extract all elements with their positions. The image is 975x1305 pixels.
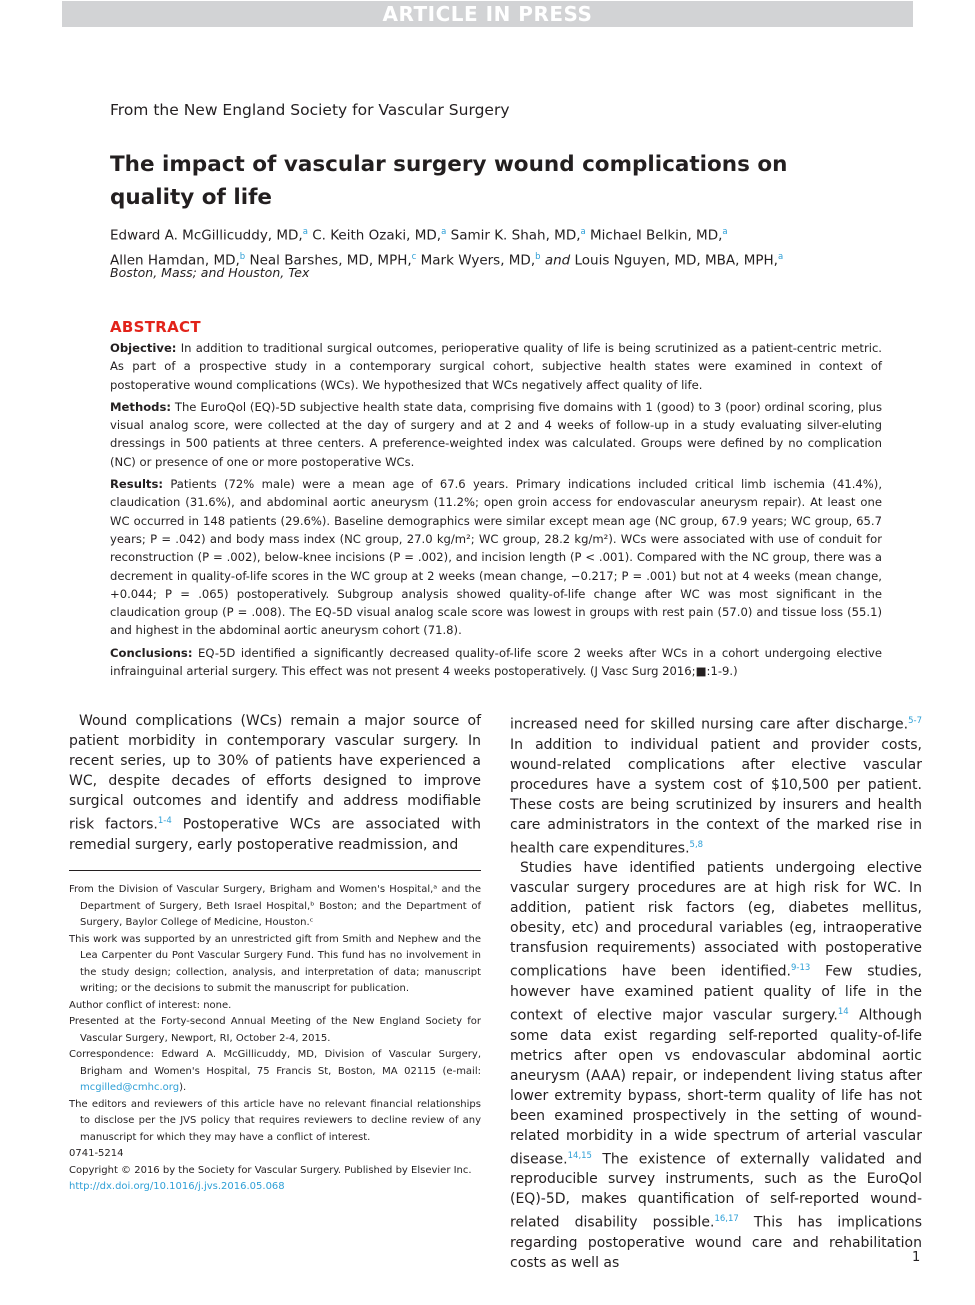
author: Allen Hamdan, MD, <box>110 252 240 268</box>
affiliation-mark[interactable]: a <box>722 227 728 237</box>
reference-link[interactable]: 5-7 <box>908 716 922 726</box>
body-text: In addition to individual patient and provider costs, wound-related complications after elective vascular procedures have a system cost of $10,500 per patient. These costs are being scrutinized by insurers and health care administrators in the context of the marked rise in health care expenditures. <box>510 736 922 857</box>
author: C. Keith Ozaki, MD, <box>307 227 442 244</box>
email-link[interactable]: mcgilled@cmhc.org <box>80 1082 180 1093</box>
body-text: increased need for skilled nursing care after discharge. <box>510 716 909 733</box>
footnote-disclosure: The editors and reviewers of this article have no relevant financial relationships to disclose per the JVS policy that requires reviewers to decline review of any manuscript for which they may have a conflict of interest. <box>69 1098 481 1143</box>
conclusions-label: Conclusions: <box>110 645 193 660</box>
objective-text: In addition to traditional surgical outcomes, perioperative quality of life is being scrutinized as a patient-centric metric. As part of a prospective study in a contemporary surgical cohort, subjective health states were examined in context of postoperative wound complications (WCs). We hypothesized that WCs negatively affect quality of life. <box>110 341 882 392</box>
footnote-copyright: Copyright © 2016 by the Society for Vascular Surgery. Published by Elsevier Inc. <box>69 1164 472 1176</box>
society-line: From the New England Society for Vascular Surgery <box>110 101 510 119</box>
doi-link[interactable]: http://dx.doi.org/10.1016/j.jvs.2016.05.068 <box>69 1181 285 1192</box>
body-text: Few studies, however have examined patient quality of life in the context of elective major vascular surgery. <box>510 963 922 1024</box>
footnote-issn: 0741-5214 <box>69 1148 124 1159</box>
author: Neal Barshes, MD, MPH, <box>245 252 412 268</box>
reference-link[interactable]: 14 <box>837 1006 849 1017</box>
author: Edward A. McGillicuddy, MD, <box>110 227 303 244</box>
methods-text: The EuroQol (EQ)-5D subjective health state data, comprising five domains with 1 (good) to 3 (poor) ordinal scoring, plus visual analog score, were collected at the day of surgery and at 2 and 4 weeks of follow-up in a study evaluating silver-eluting dressings in 500 patients at three centers. A preference-weighted index was calculated. Groups were defined by no complication (NC) or presence of one or more postoperative WCs. <box>110 399 882 469</box>
methods-label: Methods: <box>110 399 171 414</box>
body-paragraph <box>510 711 922 858</box>
footnote-divider <box>69 870 481 871</box>
abstract-body <box>110 339 882 684</box>
body-paragraph <box>69 711 481 855</box>
body-text: Wound complications (WCs) remain a major source of patient morbidity in contemporary vascular surgery. In recent series, up to 30% of patients have experienced a WC, despite decades of efforts designed to improve surgical outcomes and identify and address modifiable risk factors. <box>69 713 481 833</box>
body-column-right <box>510 711 922 1273</box>
results-label: Results: <box>110 477 163 492</box>
author: Mark Wyers, MD, <box>416 252 536 268</box>
body-paragraph <box>510 858 922 1273</box>
reference-link[interactable]: 16,17 <box>714 1214 739 1225</box>
author: Louis Nguyen, MD, MBA, MPH, <box>574 252 778 268</box>
footnote-funding: This work was supported by an unrestricted gift from Smith and Nephew and the Lea Carpenter du Pont Vascular Surgery Fund. This fund has no involvement in the study design; collection, analysis, and interpretation of data; manuscript writing; or the decisions to submit the manuscript for publication. <box>69 933 481 994</box>
reference-link[interactable]: 14,15 <box>567 1150 592 1161</box>
reference-link[interactable]: 9-13 <box>791 963 811 974</box>
objective-label: Objective: <box>110 341 177 355</box>
body-text: Although some data exist regarding self-reported quality-of-life metrics after open vs endovascular abdominal aortic aneurysm (AAA) repair, or independent living status after lower extremity bypass, short-term quality of life has not been examined prospectively in the setting of wound-related morbidity in a wide spectrum of arterial vascular disease. <box>510 1007 923 1168</box>
affiliation-mark[interactable]: a <box>302 227 308 237</box>
reference-link[interactable]: 5,8 <box>689 839 704 850</box>
author: Samir K. Shah, MD, <box>446 227 581 244</box>
body-column-left <box>69 711 481 855</box>
affiliation-mark[interactable]: a <box>580 227 586 237</box>
footnote-conflict: Author conflict of interest: none. <box>69 999 232 1011</box>
correspondence-text: Correspondence: Edward A. McGillicuddy, MD, Division of Vascular Surgery, Brigham and Women's Hospital, 75 Francis St, Boston, MA 02115 (e-mail: <box>69 1049 481 1077</box>
abstract-heading: ABSTRACT <box>110 318 201 336</box>
author-location: Boston, Mass; and Houston, Tex <box>110 265 310 280</box>
results-text: Patients (72% male) were a mean age of 67.6 years. Primary indications included critical limb ischemia (41.4%), claudication (31.6%), and abdominal aortic aneurysm (11.2%; open groin access for endovascular aneurysm repair). At least one WC occurred in 148 patients (29.6%). Baseline demographics were similar except mean age (NC group, 67.9 years; WC group, 65.7 years; P = .042) and body mass index (NC group, 27.0 kg/m²; WC group, 28.2 kg/m²). WCs were associated with use of conduit for reconstruction (P = .002), below-knee incisions (P = .002), and incision length (P < .001). Compared with the NC group, there was a decrement in quality-of-life scores in the WC group at 2 weeks (mean change, −0.217; P = .001) but not at 4 weeks (mean change, +0.044; P = .065) postoperatively. Subgroup analysis showed quality-of-life change after WC was most significant in the claudication group (P = .008). The EQ-5D visual analog scale score was lowest in groups with rest pain (57.0) and tissue loss (55.1) and highest in the abdominal aortic aneurysm cohort (71.8). <box>110 477 882 638</box>
affiliation-mark[interactable]: b <box>239 251 246 262</box>
affiliation-mark[interactable]: a <box>441 227 447 237</box>
page-number: 1 <box>912 1250 921 1265</box>
abstract-conclusions <box>110 644 882 681</box>
footnote-affiliations: From the Division of Vascular Surgery, Brigham and Women's Hospital,ᵃ and the Department of Surgery, Beth Israel Hospital,ᵇ Boston; and the Department of Surgery, Baylor College of Medicine, Houston.ᶜ <box>69 884 481 928</box>
affiliation-mark[interactable]: c <box>411 251 417 262</box>
author: Michael Belkin, MD, <box>585 227 723 244</box>
article-in-press-banner: ARTICLE IN PRESS <box>62 1 913 27</box>
article-title: The impact of vascular surgery wound complications on quality of life <box>110 152 788 210</box>
body-text: The existence of externally validated and reproducible survey instruments, such as the EuroQol (EQ)-5D, makes quantification of self-reported wound-related disability possible. <box>510 1151 922 1231</box>
body-text: Studies have identified patients undergoing elective vascular surgery procedures are at high risk for WC. In addition, patient risk factors (eg, diabetes mellitus, obesity, etc) and procedural variables (eg, intraoperative transfusion requirements) associated with postoperative complications have been identified. <box>510 860 922 980</box>
abstract-objective <box>110 339 882 394</box>
footnote-presented: Presented at the Forty-second Annual Meeting of the New England Society for Vascular Surgery, Newport, RI, October 2-4, 2015. <box>69 1016 481 1044</box>
author-conjunction: and <box>540 252 575 268</box>
abstract-results <box>110 475 882 640</box>
affiliation-mark[interactable]: b <box>535 251 541 262</box>
body-text: Postoperative WCs are associated with remedial surgery, early postoperative readmission, and <box>69 816 481 853</box>
affiliation-mark[interactable]: a <box>777 251 784 262</box>
conclusions-text: EQ-5D identified a significantly decreased quality-of-life score 2 weeks after WCs in a cohort undergoing elective infrainguinal arterial surgery. This effect was not present 4 weeks postoperatively. (J Vasc Surg 2016;■:1-9.) <box>110 645 882 679</box>
abstract-methods <box>110 398 882 471</box>
body-text: This has implications regarding postoperative wound care and rehabilitation costs as well as <box>510 1214 922 1271</box>
footnote-correspondence <box>69 1047 481 1097</box>
reference-link[interactable]: 1-4 <box>157 816 172 826</box>
footnotes <box>69 882 481 1196</box>
author-list <box>110 222 870 271</box>
correspondence-end: ). <box>179 1082 187 1093</box>
